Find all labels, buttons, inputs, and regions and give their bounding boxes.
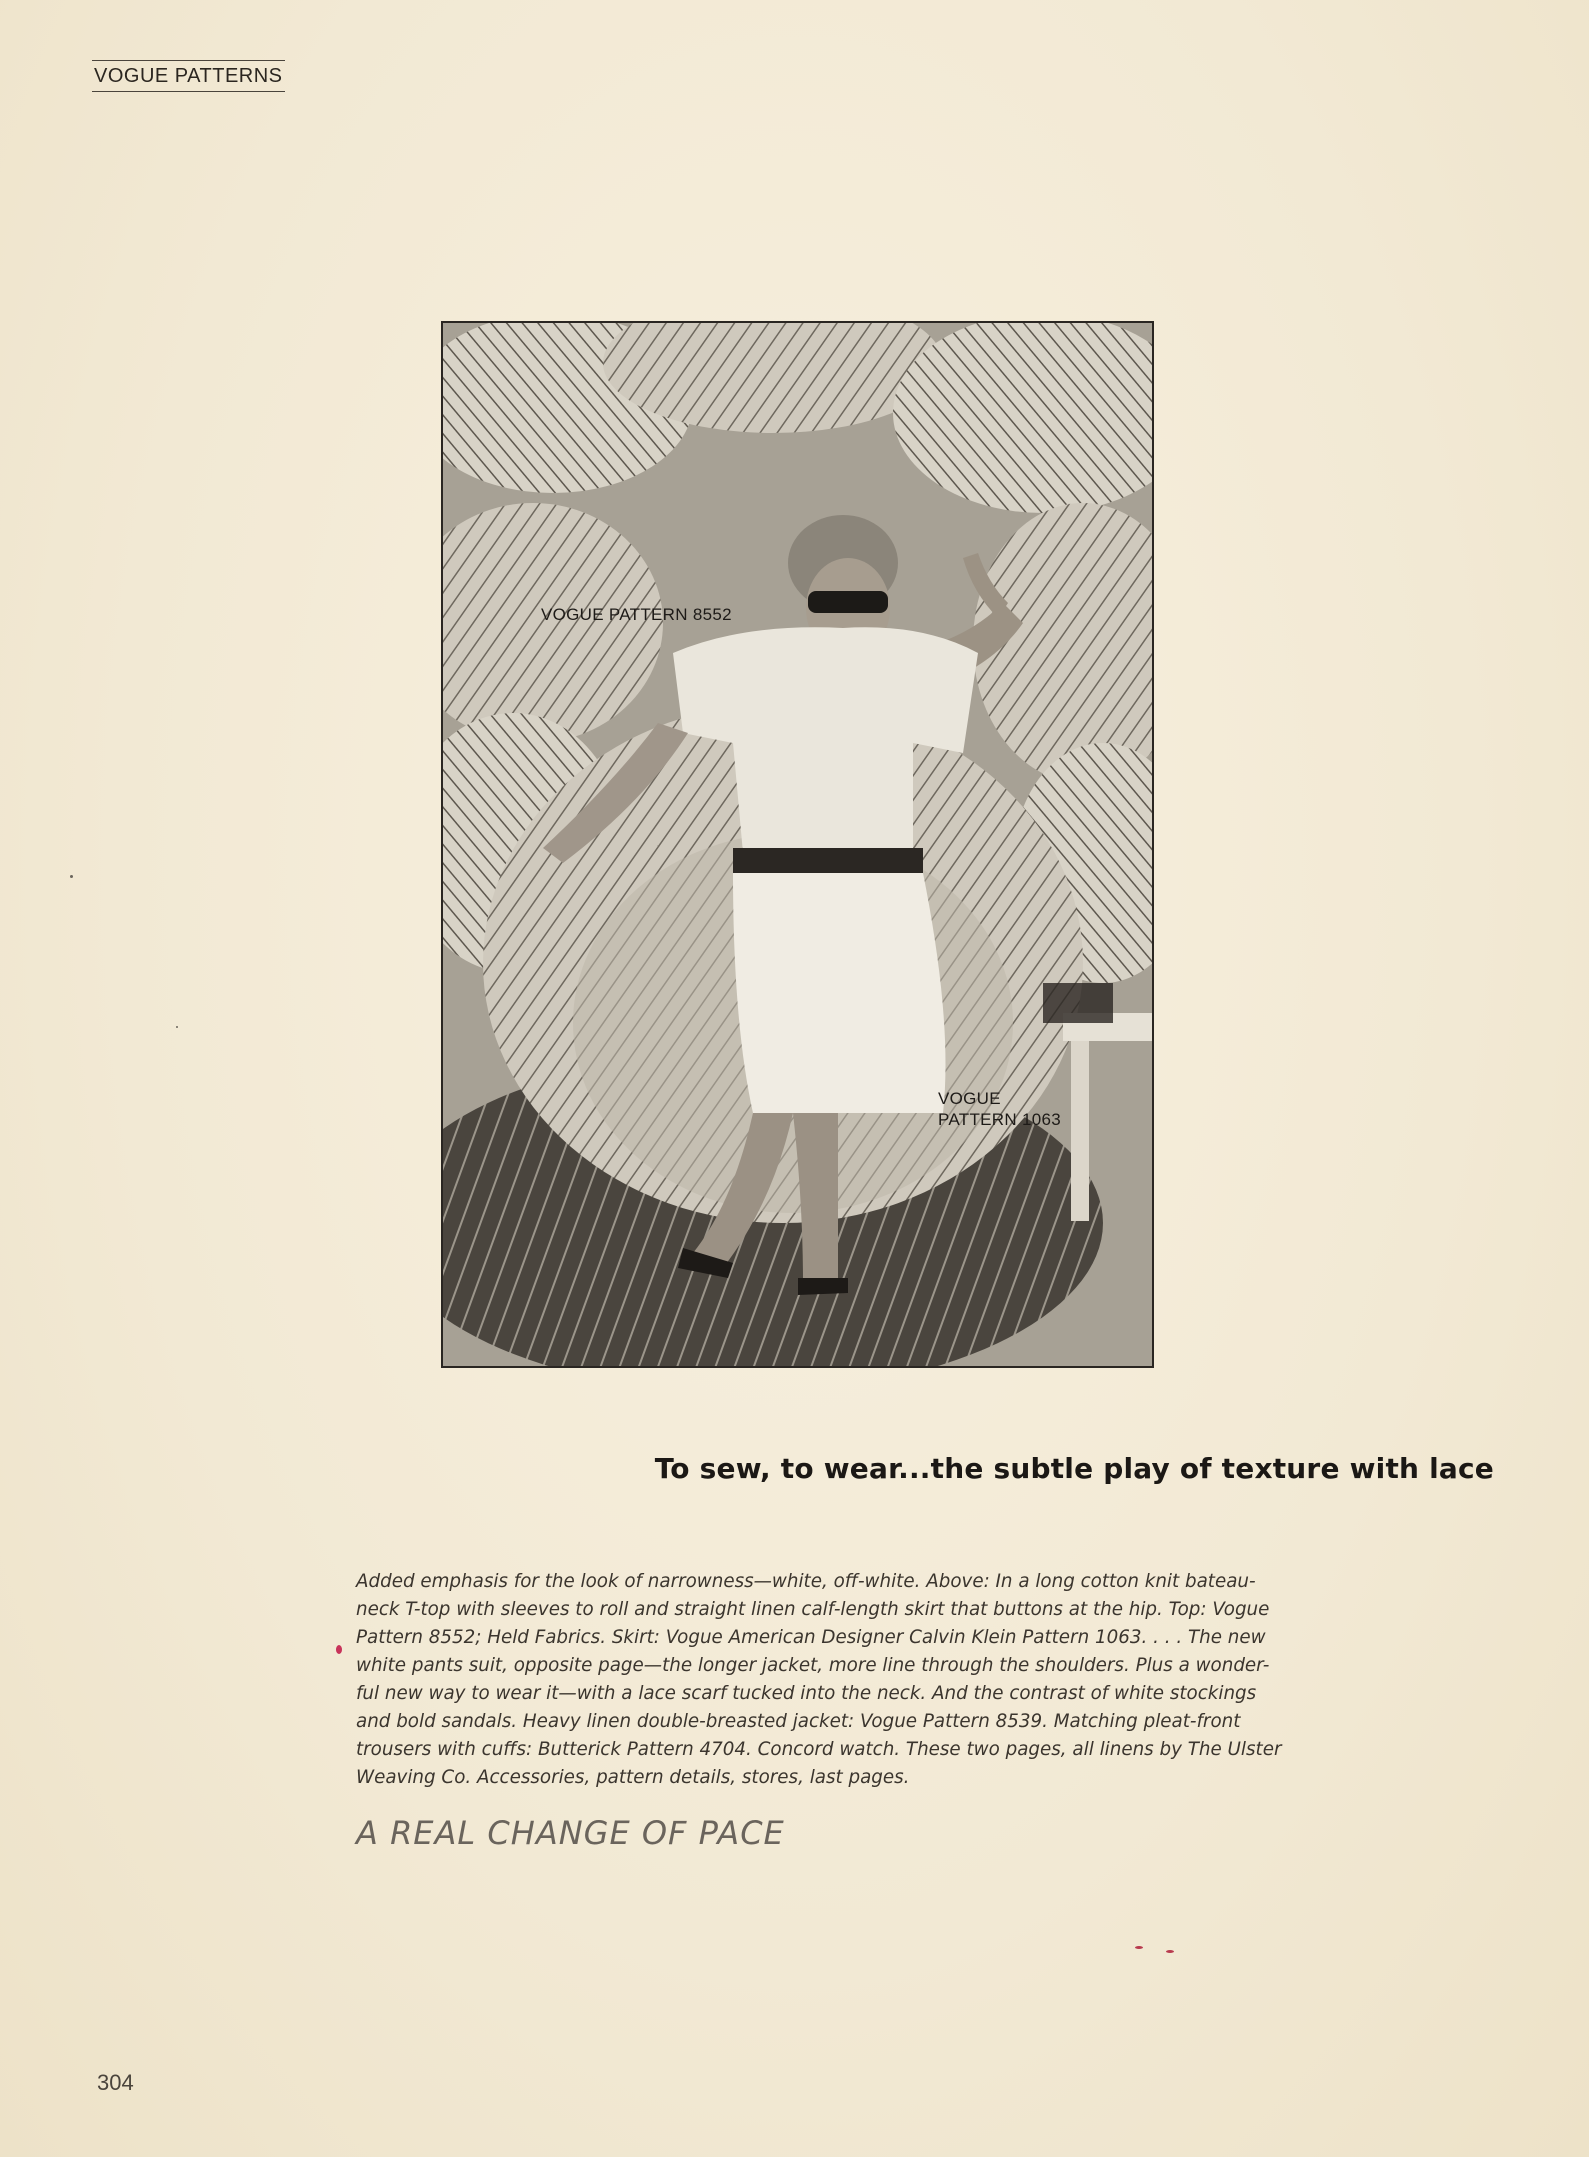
paper-speck xyxy=(176,1026,178,1028)
page-number: 304 xyxy=(97,2070,134,2095)
section-tag: VOGUE PATTERNS xyxy=(92,60,285,92)
body-line: neck T-top with sleeves to roll and straight linen calf-length skirt that buttons at the hip. Top: Vogue xyxy=(356,1599,1270,1620)
body-line: ful new way to wear it—with a lace scarf tucked into the neck. And the contrast of white stockings xyxy=(356,1683,1257,1704)
article-body xyxy=(356,1568,1293,1792)
body-line: Weaving Co. Accessories, pattern details, stores, last pages. xyxy=(356,1767,910,1788)
body-line: Added emphasis for the look of narrowness—white, off-white. Above: In a long cotton knit bateau- xyxy=(356,1571,1256,1592)
ink-speck xyxy=(1135,1946,1143,1949)
article-headline: To sew, to wear...the subtle play of texture with lace xyxy=(654,1452,1494,1485)
pattern-label-1063: PATTERN 1063 xyxy=(938,1110,1061,1129)
fashion-photo xyxy=(441,321,1154,1368)
pattern-label-8552: VOGUE PATTERN 8552 xyxy=(541,605,732,624)
pattern-label-vogue: VOGUE xyxy=(938,1089,1001,1108)
ink-speck xyxy=(1166,1950,1174,1953)
article-tagline: A REAL CHANGE OF PACE xyxy=(356,1814,785,1852)
photo-illustration xyxy=(443,323,1152,1366)
body-line: and bold sandals. Heavy linen double-breasted jacket: Vogue Pattern 8539. Matching pleat-front xyxy=(356,1711,1241,1732)
paper-speck xyxy=(70,875,73,878)
body-line: trousers with cuffs: Butterick Pattern 4704. Concord watch. These two pages, all linens by The Ulster xyxy=(356,1739,1282,1760)
body-line: white pants suit, opposite page—the longer jacket, more line through the shoulders. Plus a wonder- xyxy=(356,1655,1270,1676)
ink-speck xyxy=(336,1645,342,1654)
body-line: Pattern 8552; Held Fabrics. Skirt: Vogue American Designer Calvin Klein Pattern 1063. . . . The new xyxy=(356,1627,1266,1648)
